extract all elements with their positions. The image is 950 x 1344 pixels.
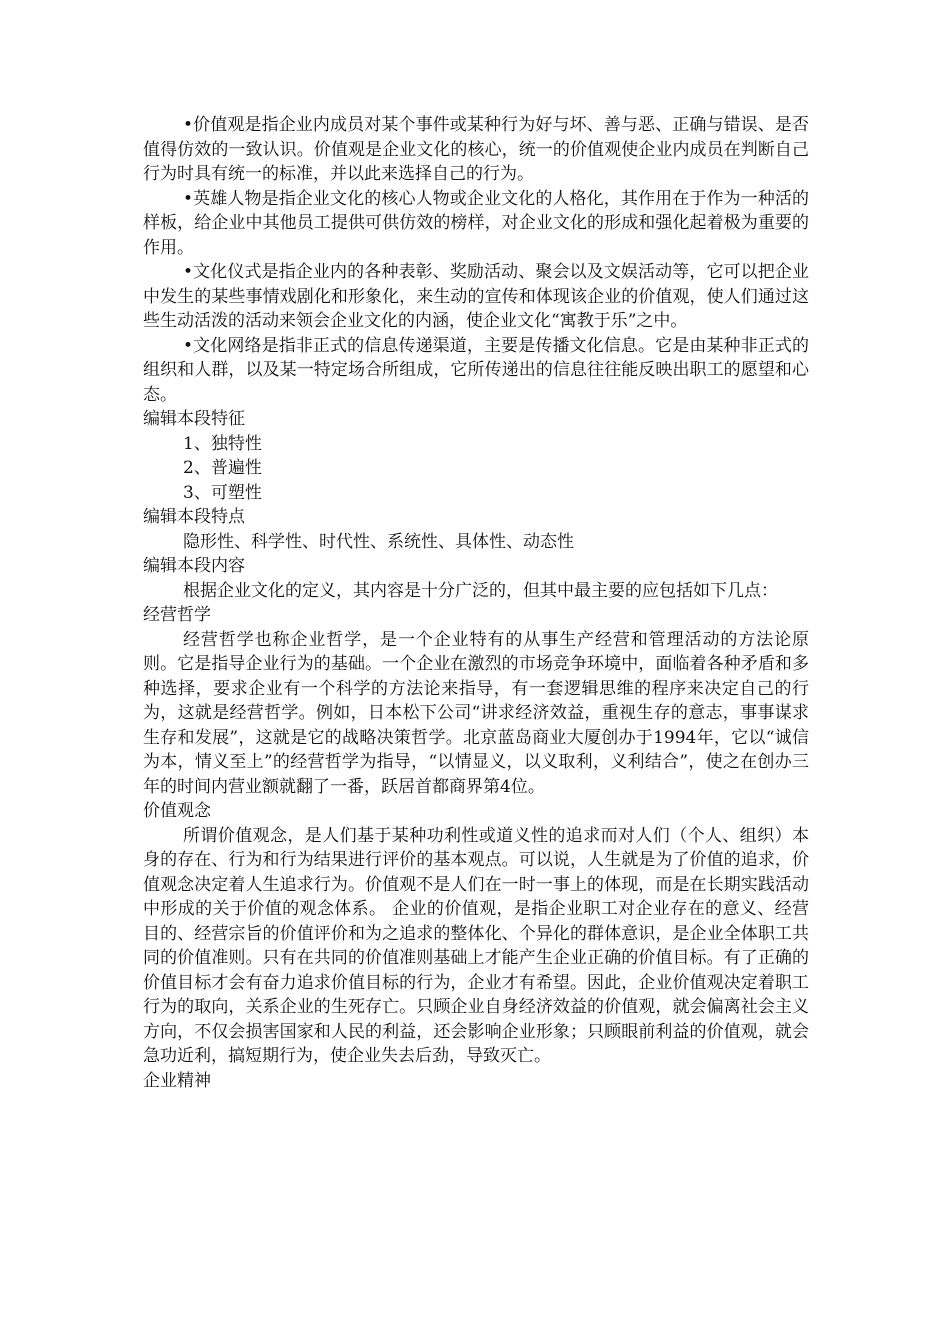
subheading-values-concept: 价值观念 [143,801,211,821]
content-intro: 根据企业文化的定义，其内容是十分广泛的，但其中最主要的应包括如下几点： [183,580,778,601]
values-concept-text: 所谓价值观念，是人们基于某种功利性或道义性的追求而对人们（个人、组织）本身的存在、行为和行为结果进行评价的基本观点。可以说，人生就是为了价值的追求，价值观念决定着人生追求行为。价值观不是人们在一时一事上的体现，而是在长期实践活动中形成的关于价值的观念体系。 企业的价值观，是指企业职工对企业存在的意义、经营目的、经营宗旨的价值评价和为之追求的整体化、个异化的群体意识，是企业全体职工共同的价值准则。只有在共同的价值准则基础上才能产生企业正确的价值目标。有了正确的价值目标才会有奋力追求价值目标的行为，企业才有希望。因此，企业价值观决定着职工行为的取向，关系企业的生死存亡。只顾企业自身经济效益的价值观，就会偏离社会主义方向，不仅会损害国家和人民的利益，还会影响企业形象；只顾眼前利益的价值观，就会急功近利，搞短期行为，使企业失去后劲，导致灭亡。 [143,825,809,1066]
feature-item-1: 1、独特性 [183,433,262,454]
bullet-heroes: •英雄人物是指企业文化的核心人物或企业文化的人格化，其作用在于作为一种活的样板，给企业中其他员工提供可供仿效的榜样，对企业文化的形成和强化起着极为重要的作用。 [143,188,809,258]
bullet-network: •文化网络是指非正式的信息传递渠道，主要是传播文化信息。它是由某种非正式的组织和人群，以及某一特定场合所组成，它所传递出的信息往往能反映出职工的愿望和心态。 [143,335,809,405]
subheading-philosophy: 经营哲学 [143,605,211,625]
section-heading-traits: 编辑本段特点 [143,507,245,527]
bullet-values: •价值观是指企业内成员对某个事件或某种行为好与坏、善与恶、正确与错误、是否值得仿效的一致认识。价值观是企业文化的核心，统一的价值观使企业内成员在判断自己行为时具有统一的标准，并以此来选择自己的行为。 [143,115,809,184]
traits-list: 隐形性、科学性、时代性、系统性、具体性、动态性 [183,531,574,552]
feature-item-2: 2、普遍性 [183,458,262,478]
feature-item-3: 3、可塑性 [183,482,262,503]
philosophy-text: 经营哲学也称企业哲学，是一个企业特有的从事生产经营和管理活动的方法论原则。它是指导企业行为的基础。一个企业在激烈的市场竞争环境中，面临着各种矛盾和多种选择，要求企业有一个科学的方法论来指导，有一套逻辑思维的程序来决定自己的行为，这就是经营哲学。例如，日本松下公司“讲求经济效益，重视生存的意志，事事谋求生存和发展”，这就是它的战略决策哲学。北京蓝岛商业大厦创办于1994年，它以“诚信为本，情义至上”的经营哲学为指导，“以情显义，以义取利，义利结合”，使之在创办三年的时间内营业额就翻了一番，跃居首都商界第4位。 [143,629,809,797]
document-page [143,113,809,1093]
section-heading-content: 编辑本段内容 [143,556,245,576]
subheading-spirit: 企业精神 [143,1070,211,1091]
bullet-rituals: •文化仪式是指企业内的各种表彰、奖励活动、聚会以及文娱活动等，它可以把企业中发生的某些事情戏剧化和形象化，来生动的宣传和体现该企业的价值观，使人们通过这些生动活泼的活动来领会企业文化的内涵，使企业文化“寓教于乐”之中。 [143,262,809,331]
section-heading-features: 编辑本段特征 [143,409,245,429]
